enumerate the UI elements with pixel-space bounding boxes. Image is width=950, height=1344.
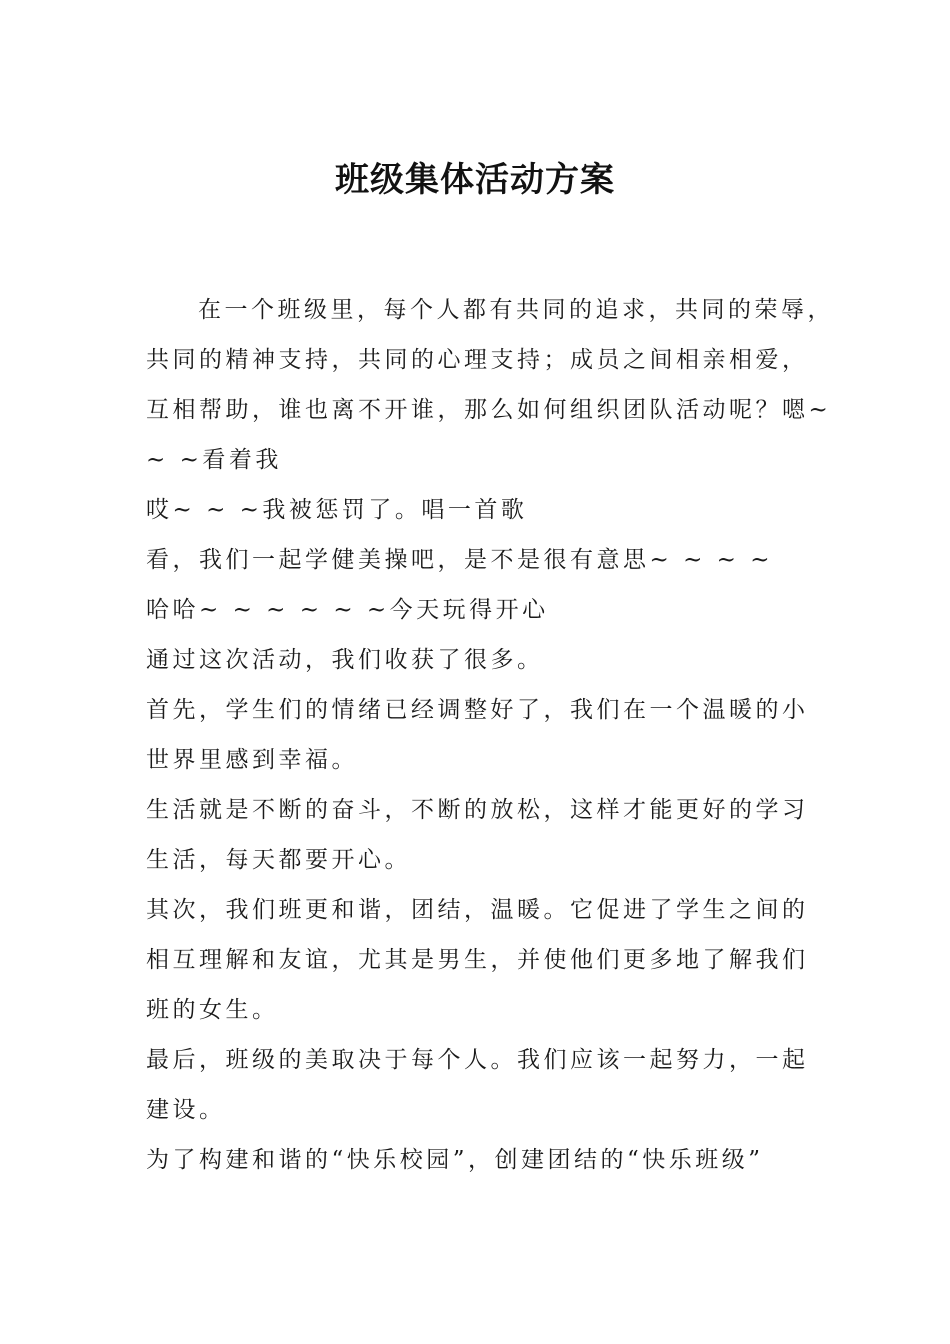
document-body (146, 285, 834, 1185)
body-line: 首先，学生们的情绪已经调整好了，我们在一个温暖的小 (146, 697, 809, 723)
body-line: 最后，班级的美取决于每个人。我们应该一起努力，一起 (146, 1047, 809, 1073)
body-line: 班的女生。 (146, 997, 279, 1023)
body-line: 在一个班级里，每个人都有共同的追求，共同的荣辱， (198, 297, 834, 323)
body-line: 通过这次活动，我们收获了很多。 (146, 647, 544, 673)
body-line: 共同的精神支持，共同的心理支持；成员之间相亲相爱， (146, 347, 809, 373)
body-line: 世界里感到幸福。 (146, 747, 358, 773)
body-line: 其次，我们班更和谐，团结，温暖。它促进了学生之间的 (146, 897, 809, 923)
body-line: 哎~ ~ ~我被惩罚了。唱一首歌 (146, 497, 528, 523)
document-title: 班级集体活动方案 (335, 160, 615, 200)
body-line: 看，我们一起学健美操吧，是不是很有意思~ ~ ~ ~ (146, 547, 774, 573)
body-line: 生活就是不断的奋斗，不断的放松，这样才能更好的学习 (146, 797, 809, 823)
body-line: 互相帮助，谁也离不开谁，那么如何组织团队活动呢？嗯~ (146, 397, 832, 423)
body-line: ~ ~看着我 (146, 447, 282, 473)
body-line: 生活，每天都要开心。 (146, 847, 411, 873)
body-line: 哈哈~ ~ ~ ~ ~ ~今天玩得开心 (146, 597, 549, 623)
body-line: 建设。 (146, 1097, 226, 1123)
body-line: 相互理解和友谊，尤其是男生，并使他们更多地了解我们 (146, 947, 809, 973)
body-line: 为了构建和谐的“快乐校园”，创建团结的“快乐班级” (146, 1147, 764, 1173)
